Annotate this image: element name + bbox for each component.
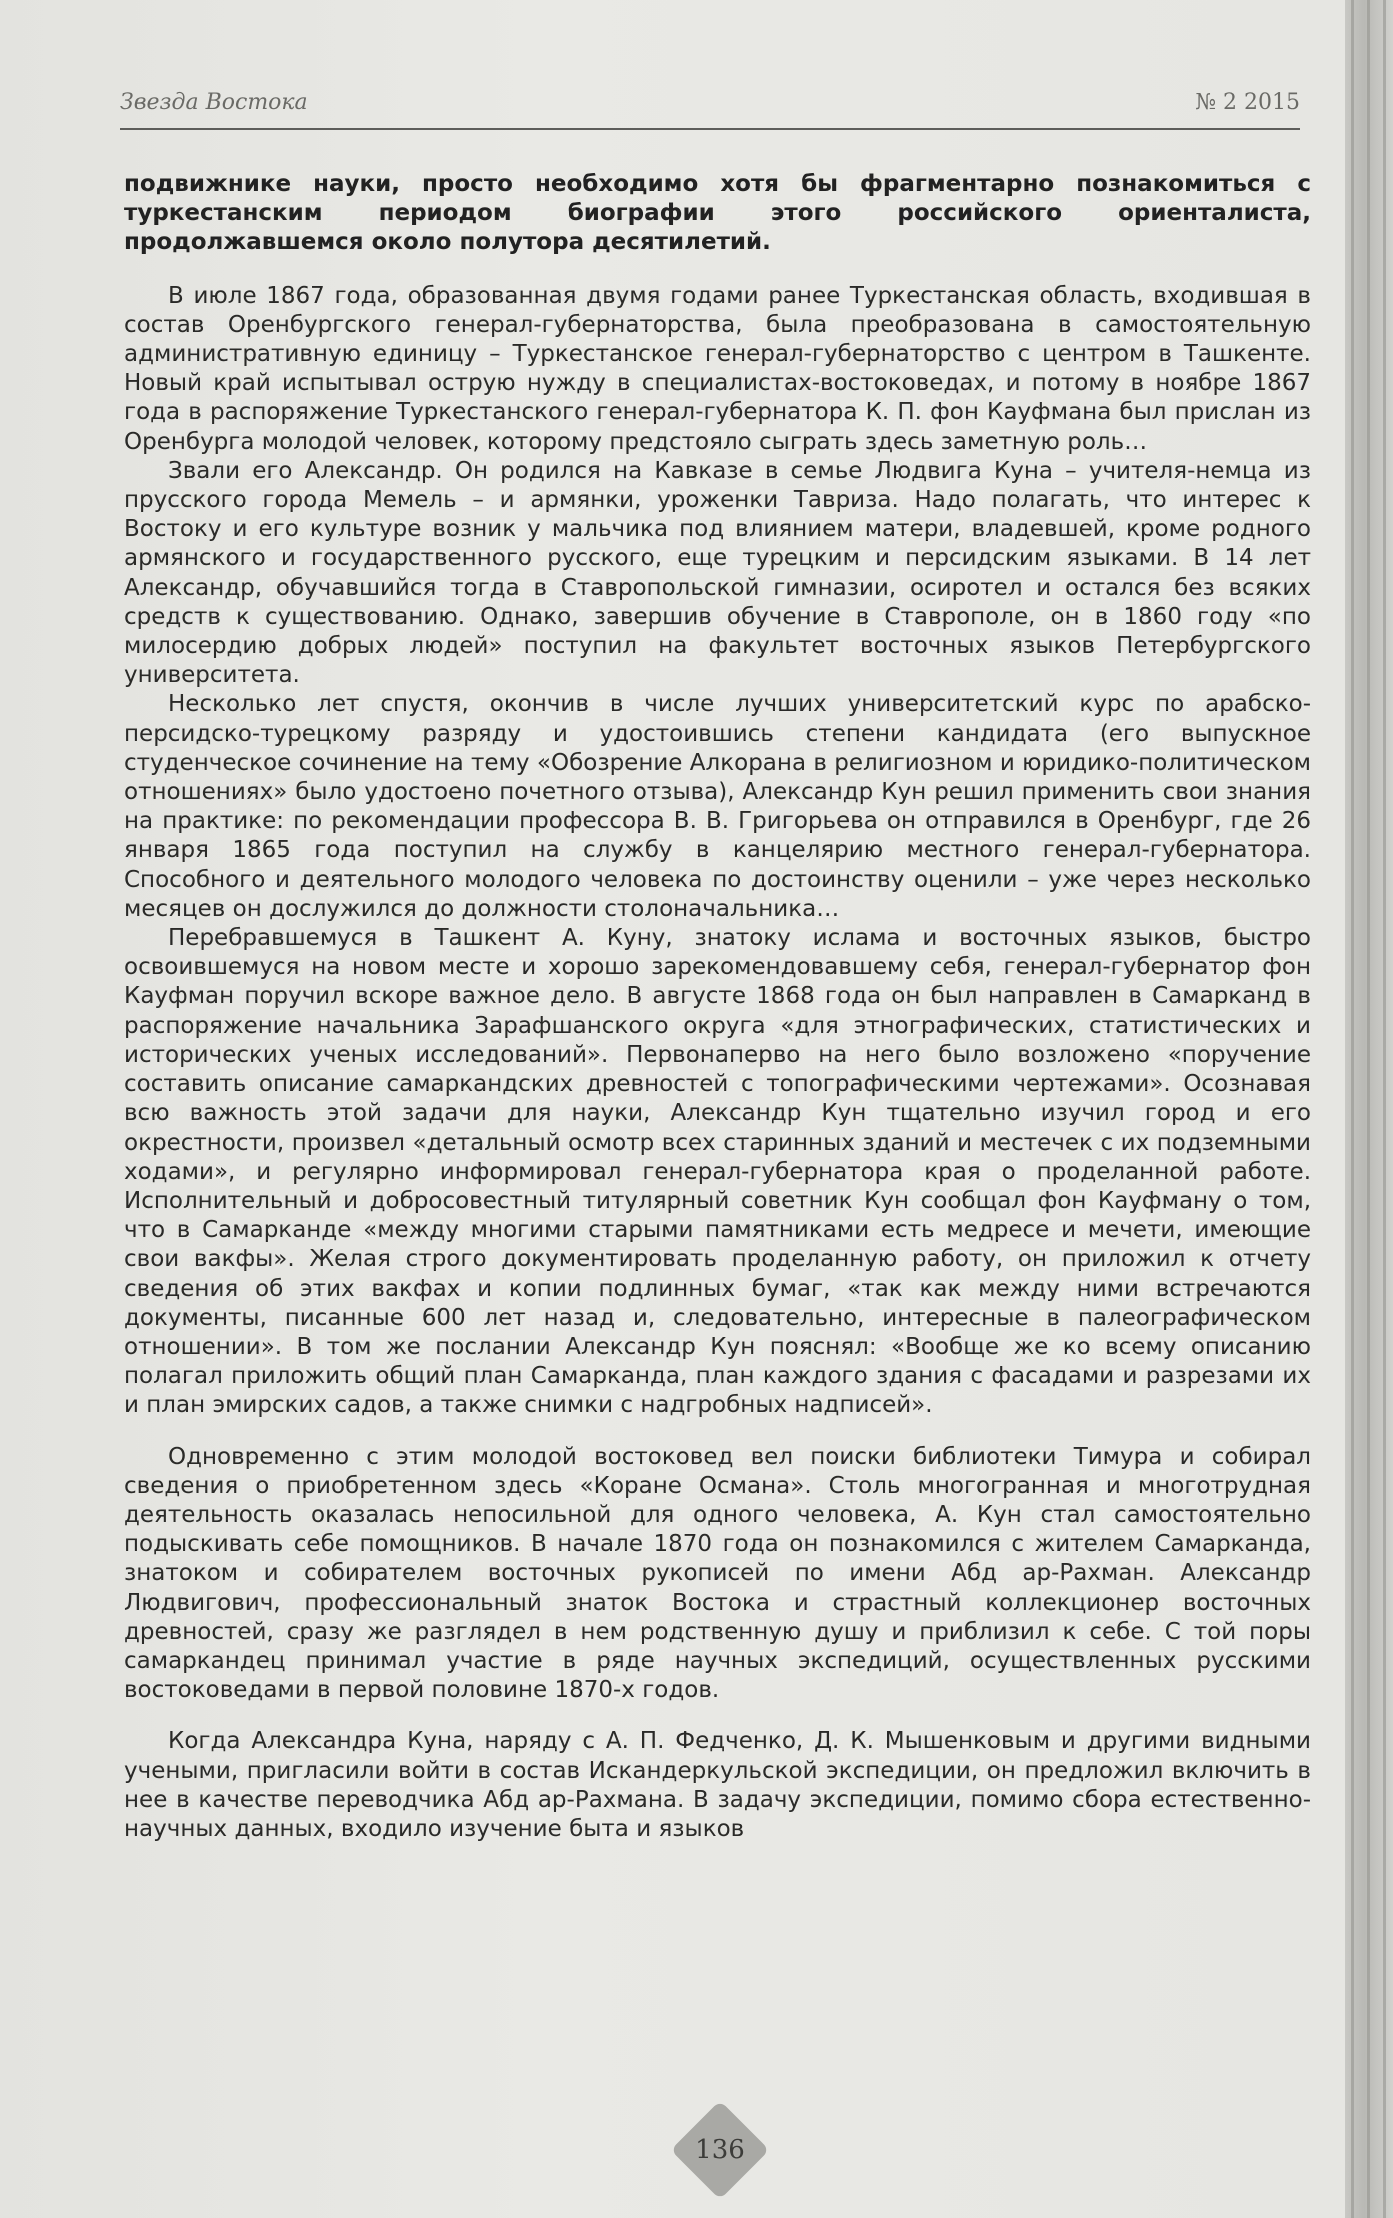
paragraph: Звали его Александр. Он родился на Кавказе в семье Людвига Куна – учителя-немца из прусского города Мемель – и армянки, уроженки Тавриза. Надо полагать, что интерес к Востоку и его культуре возник у мальчика под влиянием матери, владевшей, кроме родного армянского и государственного русского, еще турецким и персидским языками. В 14 лет Александр, обучавшийся тогда в Ставропольской гимназии, осиротел и остался без всяких средств к существованию. Однако, завершив обучение в Ставрополе, он в 1860 году «по милосердию добрых людей» поступил на факультет восточных языков Петербургского университета.: [124, 457, 1311, 689]
issue-number: № 2 2015: [1195, 90, 1300, 115]
page-number: 136: [695, 2135, 745, 2165]
paragraph: В июле 1867 года, образованная двумя годами ранее Туркестанская область, входившая в состав Оренбургского генерал-губернаторства, была преобразована в самостоятельную административную единицу – Туркестанское генерал-губернаторство с центром в Ташкенте. Новый край испытывал острую нужду в специалистах-востоковедах, и потому в ноябре 1867 года в распоряжение Туркестанского генерал-губернатора К. П. фон Кауфмана был прислан из Оренбурга молодой человек, которому предстояло сыграть здесь заметную роль…: [124, 282, 1311, 455]
article-body: [124, 170, 1311, 1844]
page-number-ornament: [675, 2105, 765, 2195]
paragraph: Несколько лет спустя, окончив в числе лучших университетский курс по арабско-персидско-турецкому разряду и удостоившись степени кандидата (его выпускное студенческое сочинение на тему «Обозрение Алкорана в религиозном и юридико-политическом отношениях» было удостоено почетного отзыва), Александр Кун решил применить свои знания на практике: по рекомендации профессора В. В. Григорьева он отправился в Оренбург, где 26 января 1865 года поступил на службу в канцелярию местного генерал-губернатора. Способного и деятельного молодого человека по достоинству оценили – уже через несколько месяцев он дослужился до должности столоначальника…: [124, 691, 1311, 922]
paragraph: Перебравшемуся в Ташкент А. Куну, знатоку ислама и восточных языков, быстро освоившемуся на новом месте и хорошо зарекомендовавшему себя, генерал-губернатор фон Кауфман поручил вскоре важное дело. В августе 1868 года он был направлен в Самарканд в распоряжение начальника Зарафшанского округа «для этнографических, статистических и исторических ученых исследований». Первонаперво на него было возложено «поручение составить описание самаркандских древностей с топографическими чертежами». Осознавая всю важность этой задачи для науки, Александр Кун тщательно изучил город и его окрестности, произвел «детальный осмотр всех старинных зданий и местечек с их подземными ходами», и регулярно информировал генерал-губернатора края о проделанной работе. Исполнительный и добросовестный титулярный советник Кун сообщал фон Кауфману о том, что в Самарканде «между многими старыми памятниками есть медресе и мечети, имеющие свои вакфы». Желая строго документировать проделанную работу, он приложил к отчету сведения об этих вакфах и копии подлинных бумаг, «так как между ними встречаются документы, писанные 600 лет назад и, следовательно, интересные в палеографическом отношении». В том же послании Александр Кун пояснял: «Вообще же ко всему описанию полагал приложить общий план Самарканда, план каждого здания с фасадами и разрезами их и план эмирских садов, а также снимки с надгробных надписей».: [124, 925, 1311, 1419]
paragraph: Одновременно с этим молодой востоковед вел поиски библиотеки Тимура и собирал сведения о приобретенном здесь «Коране Османа». Столь многогранная и многотрудная деятельность оказалась непосильной для одного человека, А. Кун стал самостоятельно подыскивать себе помощников. В начале 1870 года он познакомился с жителем Самарканда, знатоком и собирателем восточных рукописей по имени Абд ар-Рахман. Александр Людвигович, профессиональный знаток Востока и страстный коллекционер восточных древностей, сразу же разглядел в нем родственную душу и приблизил к себе. С той поры самаркандец принимал участие в ряде научных экспедиций, осуществленных русскими востоковедами в первой половине 1870-х годов.: [124, 1443, 1311, 1704]
adjacent-page-edge: [1345, 0, 1393, 2218]
running-header: [120, 86, 1300, 130]
lead-paragraph: подвижнике науки, просто необходимо хотя бы фрагментарно познакомиться с туркестанским периодом биографии этого российского ориенталиста, продолжавшемся около полутора десятилетий.: [124, 171, 1311, 256]
journal-title: Звезда Востока: [120, 90, 308, 115]
paragraph: Когда Александра Куна, наряду с А. П. Федченко, Д. К. Мышенковым и другими видными учеными, пригласили войти в состав Искандеркульской экспедиции, он предложил включить в нее в качестве переводчика Абд ар-Рахмана. В задачу экспедиции, помимо сбора естественно-научных данных, входило изучение быта и языков: [124, 1728, 1311, 1842]
